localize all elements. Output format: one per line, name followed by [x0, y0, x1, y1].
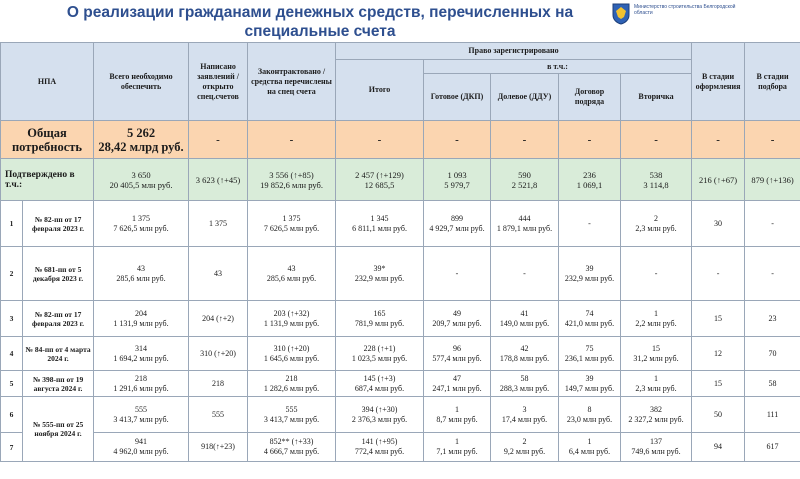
header-row-1 [1, 43, 800, 60]
cell-ddu: - [491, 247, 559, 301]
need-secondary: - [621, 121, 692, 159]
approved-contract: 236 1 069,1 [559, 159, 621, 201]
cell-applications: 204 (↑+2) [189, 301, 248, 337]
cell-dki: 1 7,1 млн руб. [424, 433, 491, 462]
cell-registered: 165 781,9 млн руб. [336, 301, 424, 337]
cell-secondary: 1 2,2 млн руб. [621, 301, 692, 337]
col-dki: Готовое (ДКП) [424, 74, 491, 121]
cell-applications: 218 [189, 371, 248, 397]
cell-dki: 899 4 929,7 млн руб. [424, 201, 491, 247]
cell-contracted: 43 285,6 млн руб. [248, 247, 336, 301]
approved-total: 3 650 20 405,5 млн руб. [94, 159, 189, 201]
coat-of-arms-icon [612, 3, 630, 25]
cell-in-process: - [692, 247, 745, 301]
cell-contracted: 218 1 282,6 млн руб. [248, 371, 336, 397]
cell-contracted: 203 (↑+32) 1 131,9 млн руб. [248, 301, 336, 337]
cell-registered: 141 (↑+95) 772,4 млн руб. [336, 433, 424, 462]
col-contracted: Законтрактовано / средства перечислены на спец счета [248, 43, 336, 121]
row-number: 4 [1, 337, 23, 371]
cell-applications: 555 [189, 397, 248, 433]
cell-in-process: 30 [692, 201, 745, 247]
approved-label: Подтверждено в т.ч.: [1, 159, 94, 201]
col-contract: Договор подряда [559, 74, 621, 121]
cell-contract: 39 149,7 млн руб. [559, 371, 621, 397]
approved-registered: 2 457 (↑+129) 12 685,5 [336, 159, 424, 201]
cell-registered: 394 (↑+30) 2 376,3 млн руб. [336, 397, 424, 433]
cell-registered: 228 (↑+1) 1 023,5 млн руб. [336, 337, 424, 371]
cell-ddu: 444 1 879,1 млн руб. [491, 201, 559, 247]
approved-in-selection: 879 (↑+136) [745, 159, 800, 201]
cell-in-selection: 23 [745, 301, 800, 337]
cell-dki: 47 247,1 млн руб. [424, 371, 491, 397]
cell-ddu: 42 178,8 млн руб. [491, 337, 559, 371]
row-number: 6 [1, 397, 23, 433]
col-in-process: В стадии оформления [692, 43, 745, 121]
row-number: 3 [1, 301, 23, 337]
cell-ddu: 3 17,4 млн руб. [491, 397, 559, 433]
cell-in-selection: 58 [745, 371, 800, 397]
need-total-reg: - [336, 121, 424, 159]
cell-secondary: 15 31,2 млн руб. [621, 337, 692, 371]
title-bar [0, 0, 800, 42]
cell-dki: 96 577,4 млн руб. [424, 337, 491, 371]
cell-contract: 8 23,0 млн руб. [559, 397, 621, 433]
table-row [1, 371, 800, 397]
cell-in-selection: - [745, 247, 800, 301]
need-ddu: - [491, 121, 559, 159]
col-ddu: Долевое (ДДУ) [491, 74, 559, 121]
cell-ddu: 2 9,2 млн руб. [491, 433, 559, 462]
cell-secondary: 1 2,3 млн руб. [621, 371, 692, 397]
cell-contract: 74 421,0 млн руб. [559, 301, 621, 337]
cell-in-process: 94 [692, 433, 745, 462]
col-applications: Написано заявлений / открыто спец.счетов [189, 43, 248, 121]
cell-secondary: 137 749,6 млн руб. [621, 433, 692, 462]
cell-in-process: 15 [692, 301, 745, 337]
row-npa: № 82-пп от 17 февраля 2023 г. [23, 301, 94, 337]
row-number: 1 [1, 201, 23, 247]
cell-total: 218 1 291,6 млн руб. [94, 371, 189, 397]
need-row [1, 121, 800, 159]
cell-in-process: 15 [692, 371, 745, 397]
cell-total: 314 1 694,2 млн руб. [94, 337, 189, 371]
cell-in-process: 12 [692, 337, 745, 371]
cell-applications: 918(↑+23) [189, 433, 248, 462]
cell-secondary: 2 2,3 млн руб. [621, 201, 692, 247]
need-total: 5 262 28,42 млрд руб. [94, 121, 189, 159]
cell-total: 204 1 131,9 млн руб. [94, 301, 189, 337]
cell-contracted: 555 3 413,7 млн руб. [248, 397, 336, 433]
need-applications: - [189, 121, 248, 159]
ministry-name: Министерство строительства Белгородской области [634, 4, 736, 16]
cell-applications: 1 375 [189, 201, 248, 247]
report-table [0, 42, 800, 462]
cell-contract: 1 6,4 млн руб. [559, 433, 621, 462]
table-row [1, 433, 800, 462]
cell-secondary: - [621, 247, 692, 301]
table-row [1, 397, 800, 433]
cell-dki: - [424, 247, 491, 301]
cell-applications: 43 [189, 247, 248, 301]
need-contract: - [559, 121, 621, 159]
col-registered-group: Право зарегистрировано [336, 43, 692, 60]
cell-total: 941 4 962,0 млн руб. [94, 433, 189, 462]
cell-in-process: 50 [692, 397, 745, 433]
approved-secondary: 538 3 114,8 [621, 159, 692, 201]
cell-contract: 39 232,9 млн руб. [559, 247, 621, 301]
row-number: 5 [1, 371, 23, 397]
table-row [1, 247, 800, 301]
cell-in-selection: 70 [745, 337, 800, 371]
row-npa: № 84-пп от 4 марта 2024 г. [23, 337, 94, 371]
cell-total: 555 3 413,7 млн руб. [94, 397, 189, 433]
cell-in-selection: 111 [745, 397, 800, 433]
table-row [1, 301, 800, 337]
cell-ddu: 41 149,0 млн руб. [491, 301, 559, 337]
col-npa: НПА [1, 43, 94, 121]
cell-contracted: 852** (↑+33) 4 666,7 млн руб. [248, 433, 336, 462]
cell-in-selection: 617 [745, 433, 800, 462]
cell-contract: 75 236,1 млн руб. [559, 337, 621, 371]
cell-total: 43 285,6 млн руб. [94, 247, 189, 301]
approved-in-process: 216 (↑+67) [692, 159, 745, 201]
cell-secondary: 382 2 327,2 млн руб. [621, 397, 692, 433]
col-secondary: Вторичка [621, 74, 692, 121]
need-dki: - [424, 121, 491, 159]
row-npa: № 82-пп от 17 февраля 2023 г. [23, 201, 94, 247]
approved-contracted: 3 556 (↑+85) 19 852,6 млн руб. [248, 159, 336, 201]
need-in-selection: - [745, 121, 800, 159]
data-rows [1, 201, 800, 462]
row-npa: № 555-пп от 25 ноября 2024 г. [23, 397, 94, 462]
approved-applications: 3 623 (↑+45) [189, 159, 248, 201]
cell-contract: - [559, 201, 621, 247]
approved-ddu: 590 2 521,8 [491, 159, 559, 201]
table-row [1, 201, 800, 247]
need-in-process: - [692, 121, 745, 159]
need-contracted: - [248, 121, 336, 159]
cell-dki: 49 209,7 млн руб. [424, 301, 491, 337]
col-in-selection: В стадии подбора [745, 43, 800, 121]
cell-contracted: 1 375 7 626,5 млн руб. [248, 201, 336, 247]
row-npa: № 398-пп от 19 августа 2024 г. [23, 371, 94, 397]
col-incl: в т.ч.: [424, 60, 692, 74]
cell-applications: 310 (↑+20) [189, 337, 248, 371]
cell-dki: 1 8,7 млн руб. [424, 397, 491, 433]
table-row [1, 337, 800, 371]
page-title: О реализации гражданами денежных средств, перечисленных на специальные счета [66, 4, 574, 40]
cell-in-selection: - [745, 201, 800, 247]
row-npa: № 681-пп от 5 декабря 2023 г. [23, 247, 94, 301]
row-number: 2 [1, 247, 23, 301]
cell-registered: 145 (↑+3) 687,4 млн руб. [336, 371, 424, 397]
approved-dki: 1 093 5 979,7 [424, 159, 491, 201]
cell-contracted: 310 (↑+20) 1 645,6 млн руб. [248, 337, 336, 371]
row-number: 7 [1, 433, 23, 462]
col-total: Итого [336, 60, 424, 121]
col-total-need: Всего необходимо обеспечить [94, 43, 189, 121]
cell-ddu: 58 288,3 млн руб. [491, 371, 559, 397]
approved-row [1, 159, 800, 201]
cell-registered: 1 345 6 811,1 млн руб. [336, 201, 424, 247]
need-label: Общая потребность [1, 121, 94, 159]
cell-total: 1 375 7 626,5 млн руб. [94, 201, 189, 247]
cell-registered: 39* 232,9 млн руб. [336, 247, 424, 301]
